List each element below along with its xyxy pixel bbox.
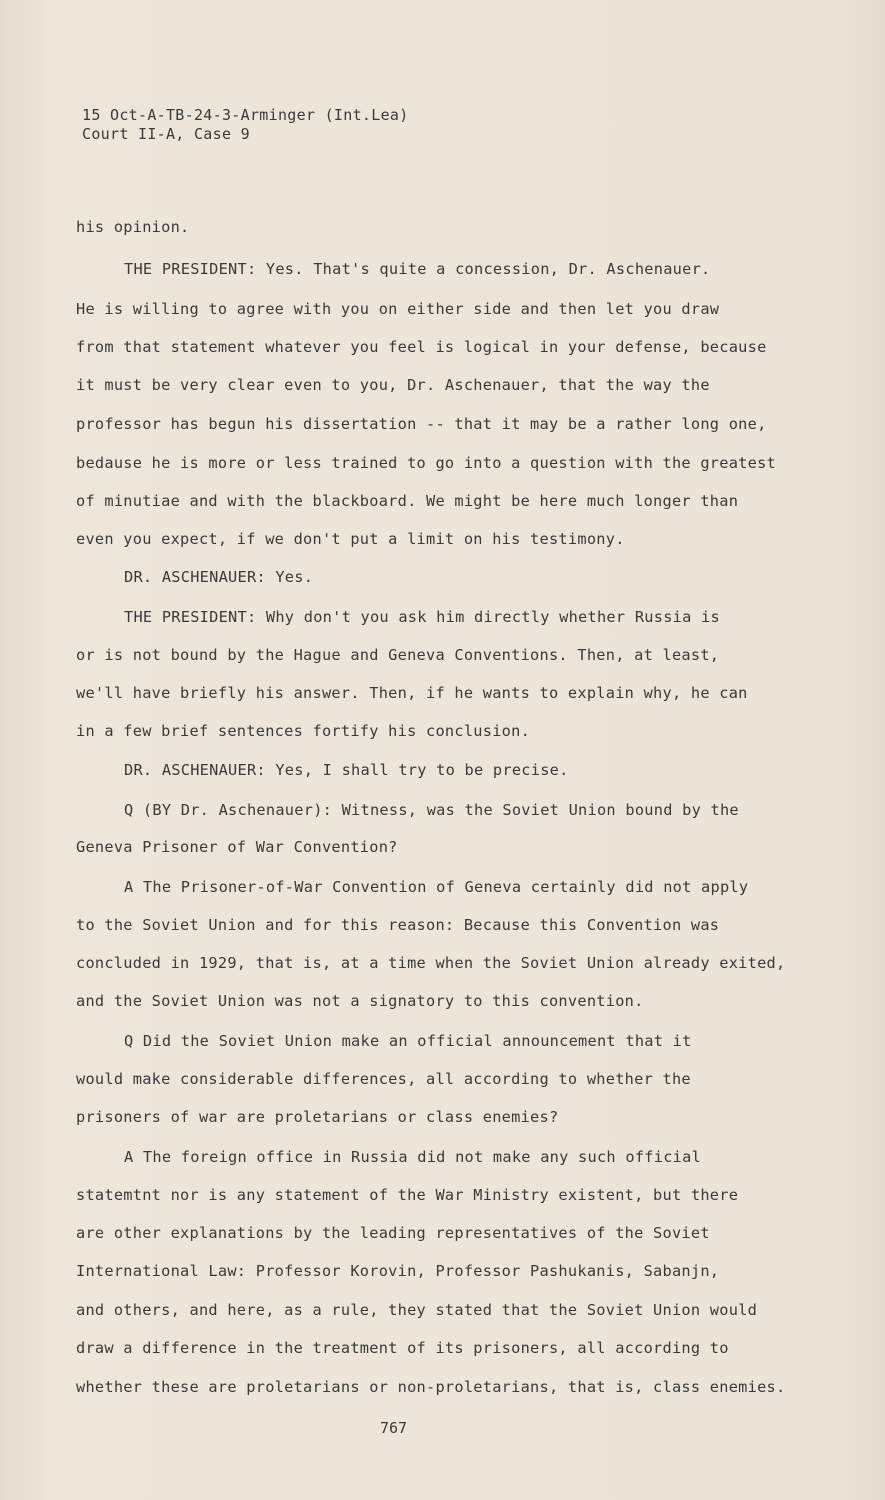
- text-line: his opinion.: [76, 218, 190, 236]
- text-line: He is willing to agree with you on either side and then let you draw: [76, 300, 720, 318]
- text-line: draw a difference in the treatment of its prisoners, all according to: [76, 1339, 729, 1357]
- text-line: concluded in 1929, that is, at a time when the Soviet Union already exited,: [76, 954, 786, 972]
- text-line: even you expect, if we don't put a limit on his testimony.: [76, 530, 625, 548]
- text-line: DR. ASCHENAUER: Yes, I shall try to be precise.: [124, 761, 569, 779]
- text-line: in a few brief sentences fortify his conclusion.: [76, 722, 531, 740]
- text-line: bedause he is more or less trained to go into a question with the greatest: [76, 454, 777, 472]
- text-line: professor has begun his dissertation -- that it may be a rather long one,: [76, 415, 767, 433]
- text-line: A The foreign office in Russia did not make any such official: [124, 1148, 702, 1166]
- text-line: are other explanations by the leading representatives of the Soviet: [76, 1224, 710, 1242]
- text-line: Q (BY Dr. Aschenauer): Witness, was the Soviet Union bound by the: [124, 801, 739, 819]
- text-line: to the Soviet Union and for this reason: Because this Convention was: [76, 916, 720, 934]
- text-line: prisoners of war are proletarians or class enemies?: [76, 1108, 559, 1126]
- text-line: whether these are proletarians or non-proletarians, that is, class enemies.: [76, 1378, 786, 1396]
- header-line-1: 15 Oct-A-TB-24-3-Arminger (Int.Lea): [82, 106, 409, 124]
- text-line: THE PRESIDENT: Yes. That's quite a concession, Dr. Aschenauer.: [124, 260, 711, 278]
- header-line-2: Court II-A, Case 9: [82, 125, 250, 143]
- text-line: A The Prisoner-of-War Convention of Geneva certainly did not apply: [124, 878, 749, 896]
- text-line: or is not bound by the Hague and Geneva Conventions. Then, at least,: [76, 646, 720, 664]
- text-line: we'll have briefly his answer. Then, if he wants to explain why, he can: [76, 684, 748, 702]
- page-number: 767: [380, 1419, 408, 1437]
- text-line: would make considerable differences, all according to whether the: [76, 1070, 691, 1088]
- text-line: International Law: Professor Korovin, Professor Pashukanis, Sabanjn,: [76, 1262, 720, 1280]
- text-line: statemtnt nor is any statement of the War Ministry existent, but there: [76, 1186, 739, 1204]
- text-line: DR. ASCHENAUER: Yes.: [124, 568, 314, 586]
- document-header: [82, 106, 409, 144]
- text-line: Geneva Prisoner of War Convention?: [76, 838, 398, 856]
- text-line: and the Soviet Union was not a signatory to this convention.: [76, 992, 644, 1010]
- text-line: of minutiae and with the blackboard. We might be here much longer than: [76, 492, 739, 510]
- text-line: Q Did the Soviet Union make an official announcement that it: [124, 1032, 692, 1050]
- text-line: THE PRESIDENT: Why don't you ask him directly whether Russia is: [124, 608, 720, 626]
- text-line: it must be very clear even to you, Dr. Aschenauer, that the way the: [76, 376, 710, 394]
- text-line: from that statement whatever you feel is logical in your defense, because: [76, 338, 767, 356]
- text-line: and others, and here, as a rule, they stated that the Soviet Union would: [76, 1301, 758, 1319]
